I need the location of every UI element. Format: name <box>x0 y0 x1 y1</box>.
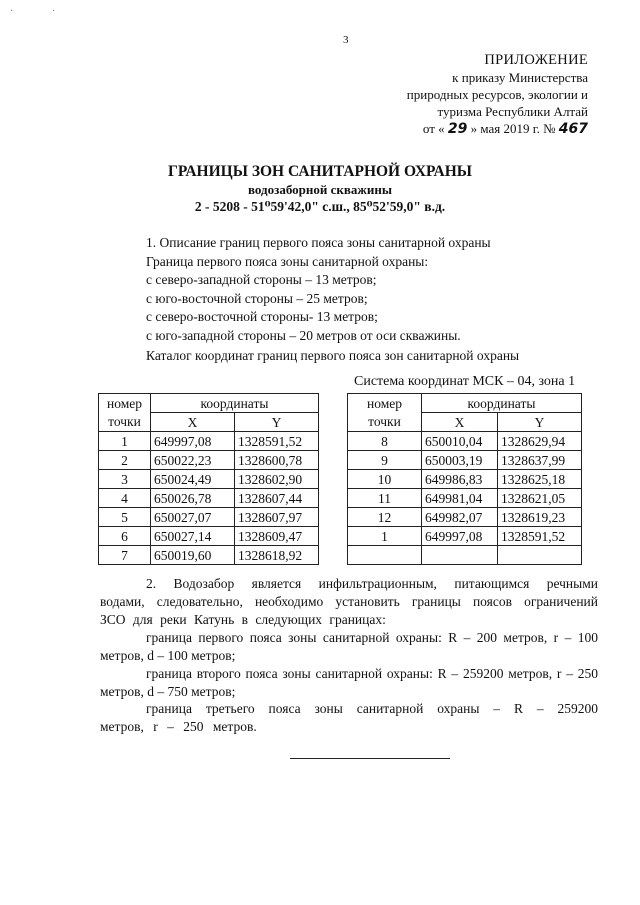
y-coordinate-cell: 1328600,78 <box>235 451 319 470</box>
y-coordinate-cell: 1328619,23 <box>498 508 582 527</box>
x-coordinate-cell: 649981,04 <box>422 489 498 508</box>
zone-2-boundary: граница второго пояса зоны санитарной охраны: R – 259200 метров, r – 250 метров, d – 750 метров; <box>100 666 598 699</box>
point-number-cell: 2 <box>99 451 151 470</box>
y-coordinate-cell: 1328602,90 <box>235 470 319 489</box>
header-number: номер <box>348 394 422 413</box>
section-1-line: с юго-восточной стороны – 25 метров; <box>146 290 368 306</box>
point-number-cell: 8 <box>348 432 422 451</box>
point-number-cell: 10 <box>348 470 422 489</box>
order-number-handwritten: 467 <box>558 121 588 137</box>
appendix-date-line <box>328 120 588 138</box>
y-coordinate-cell: 1328621,05 <box>498 489 582 508</box>
header-point: точки <box>348 413 422 432</box>
point-number-cell: 12 <box>348 508 422 527</box>
catalog-title: Каталог координат границ первого пояса зон санитарной охраны <box>146 348 520 363</box>
x-coordinate-cell: 650024,49 <box>151 470 235 489</box>
page-number: 3 <box>343 34 349 46</box>
table-row <box>99 546 319 565</box>
point-number-cell: 1 <box>348 527 422 546</box>
header-x: X <box>151 413 235 432</box>
point-number-cell: 9 <box>348 451 422 470</box>
section-1-line: с северо-восточной стороны- 13 метров; <box>146 309 378 324</box>
table-row <box>348 508 582 527</box>
y-coordinate-cell: 1328607,44 <box>235 489 319 508</box>
header-x: X <box>422 413 498 432</box>
y-coordinate-cell: 1328607,97 <box>235 508 319 527</box>
x-coordinate-cell: 649982,07 <box>422 508 498 527</box>
coordinates-table-left <box>98 393 319 565</box>
header-point: точки <box>99 413 151 432</box>
well-coordinates-title: 2 - 5208 - 51⁰59'42,0" с.ш., 85⁰52'59,0" в.д. <box>194 199 446 214</box>
section-1-line: с юго-западной стороны – 20 метров от оси скважины. <box>146 327 461 343</box>
zone-1-boundary: граница первого пояса зоны санитарной охраны: R – 200 метров, r – 100 метров, d – 100 метров; <box>100 630 598 663</box>
y-coordinate-cell <box>498 546 582 565</box>
point-number-cell: 5 <box>99 508 151 527</box>
appendix-line-3: туризма Республики Алтай <box>437 104 588 119</box>
appendix-heading: ПРИЛОЖЕНИЕ <box>484 52 588 68</box>
y-coordinate-cell: 1328591,52 <box>235 432 319 451</box>
table-row <box>99 489 319 508</box>
x-coordinate-cell: 649997,08 <box>151 432 235 451</box>
appendix-block <box>328 52 588 138</box>
section-2-text: 2. Водозабор является инфильтрационным, питающимся речными водами, следовательно, необходимо установить границы поясов ограничений ЗСО для реки Катунь в следующих границах: <box>100 576 598 627</box>
table-row <box>348 470 582 489</box>
x-coordinate-cell: 649997,08 <box>422 527 498 546</box>
appendix-line-2: природных ресурсов, экологии и <box>406 87 588 102</box>
section-1-line: с северо-западной стороны – 13 метров; <box>146 272 377 287</box>
header-number: номер <box>99 394 151 413</box>
x-coordinate-cell: 650019,60 <box>151 546 235 565</box>
table-row <box>99 527 319 546</box>
x-coordinate-cell: 650010,04 <box>422 432 498 451</box>
closing-rule <box>290 758 450 759</box>
zone-3-boundary: граница третьего пояса зоны санитарной охраны – R – 259200 метров, r – 250 метров. <box>100 701 598 734</box>
x-coordinate-cell <box>422 546 498 565</box>
section-1-line: Граница первого пояса зоны санитарной охраны: <box>146 253 429 269</box>
y-coordinate-cell: 1328629,94 <box>498 432 582 451</box>
coordinates-table-right <box>347 393 582 565</box>
point-number-cell: 1 <box>99 432 151 451</box>
y-coordinate-cell: 1328609,47 <box>235 527 319 546</box>
x-coordinate-cell: 650027,07 <box>151 508 235 527</box>
table-row <box>99 508 319 527</box>
appendix-line-1: к приказу Министерства <box>452 70 588 85</box>
x-coordinate-cell: 650022,23 <box>151 451 235 470</box>
x-coordinate-cell: 650027,14 <box>151 527 235 546</box>
table-row <box>99 470 319 489</box>
header-y: Y <box>498 413 582 432</box>
table-row <box>99 432 319 451</box>
point-number-cell: 6 <box>99 527 151 546</box>
document-title: ГРАНИЦЫ ЗОН САНИТАРНОЙ ОХРАНЫ <box>168 163 472 180</box>
x-coordinate-cell: 650026,78 <box>151 489 235 508</box>
y-coordinate-cell: 1328625,18 <box>498 470 582 489</box>
table-row <box>348 546 582 565</box>
header-y: Y <box>235 413 319 432</box>
table-row <box>348 451 582 470</box>
point-number-cell <box>348 546 422 565</box>
y-coordinate-cell: 1328637,99 <box>498 451 582 470</box>
coordinate-system-label: Система координат МСК – 04, зона 1 <box>354 374 576 389</box>
table-row <box>99 451 319 470</box>
header-coordinates: координаты <box>422 394 582 413</box>
document-subtitle: водозаборной скважины <box>248 182 392 197</box>
section-1-heading: 1. Описание границ первого пояса зоны санитарной охраны <box>146 235 491 250</box>
date-suffix: » мая 2019 г. № <box>470 121 556 136</box>
point-number-cell: 11 <box>348 489 422 508</box>
date-day-handwritten: 29 <box>447 121 468 137</box>
x-coordinate-cell: 649986,83 <box>422 470 498 489</box>
table-row <box>348 432 582 451</box>
table-row <box>348 489 582 508</box>
header-coordinates: координаты <box>151 394 319 413</box>
corner-marks: · · <box>10 6 74 17</box>
section-1 <box>146 234 491 345</box>
table-row <box>348 527 582 546</box>
point-number-cell: 7 <box>99 546 151 565</box>
y-coordinate-cell: 1328591,52 <box>498 527 582 546</box>
date-prefix: от « <box>422 121 445 136</box>
y-coordinate-cell: 1328618,92 <box>235 546 319 565</box>
point-number-cell: 4 <box>99 489 151 508</box>
point-number-cell: 3 <box>99 470 151 489</box>
x-coordinate-cell: 650003,19 <box>422 451 498 470</box>
